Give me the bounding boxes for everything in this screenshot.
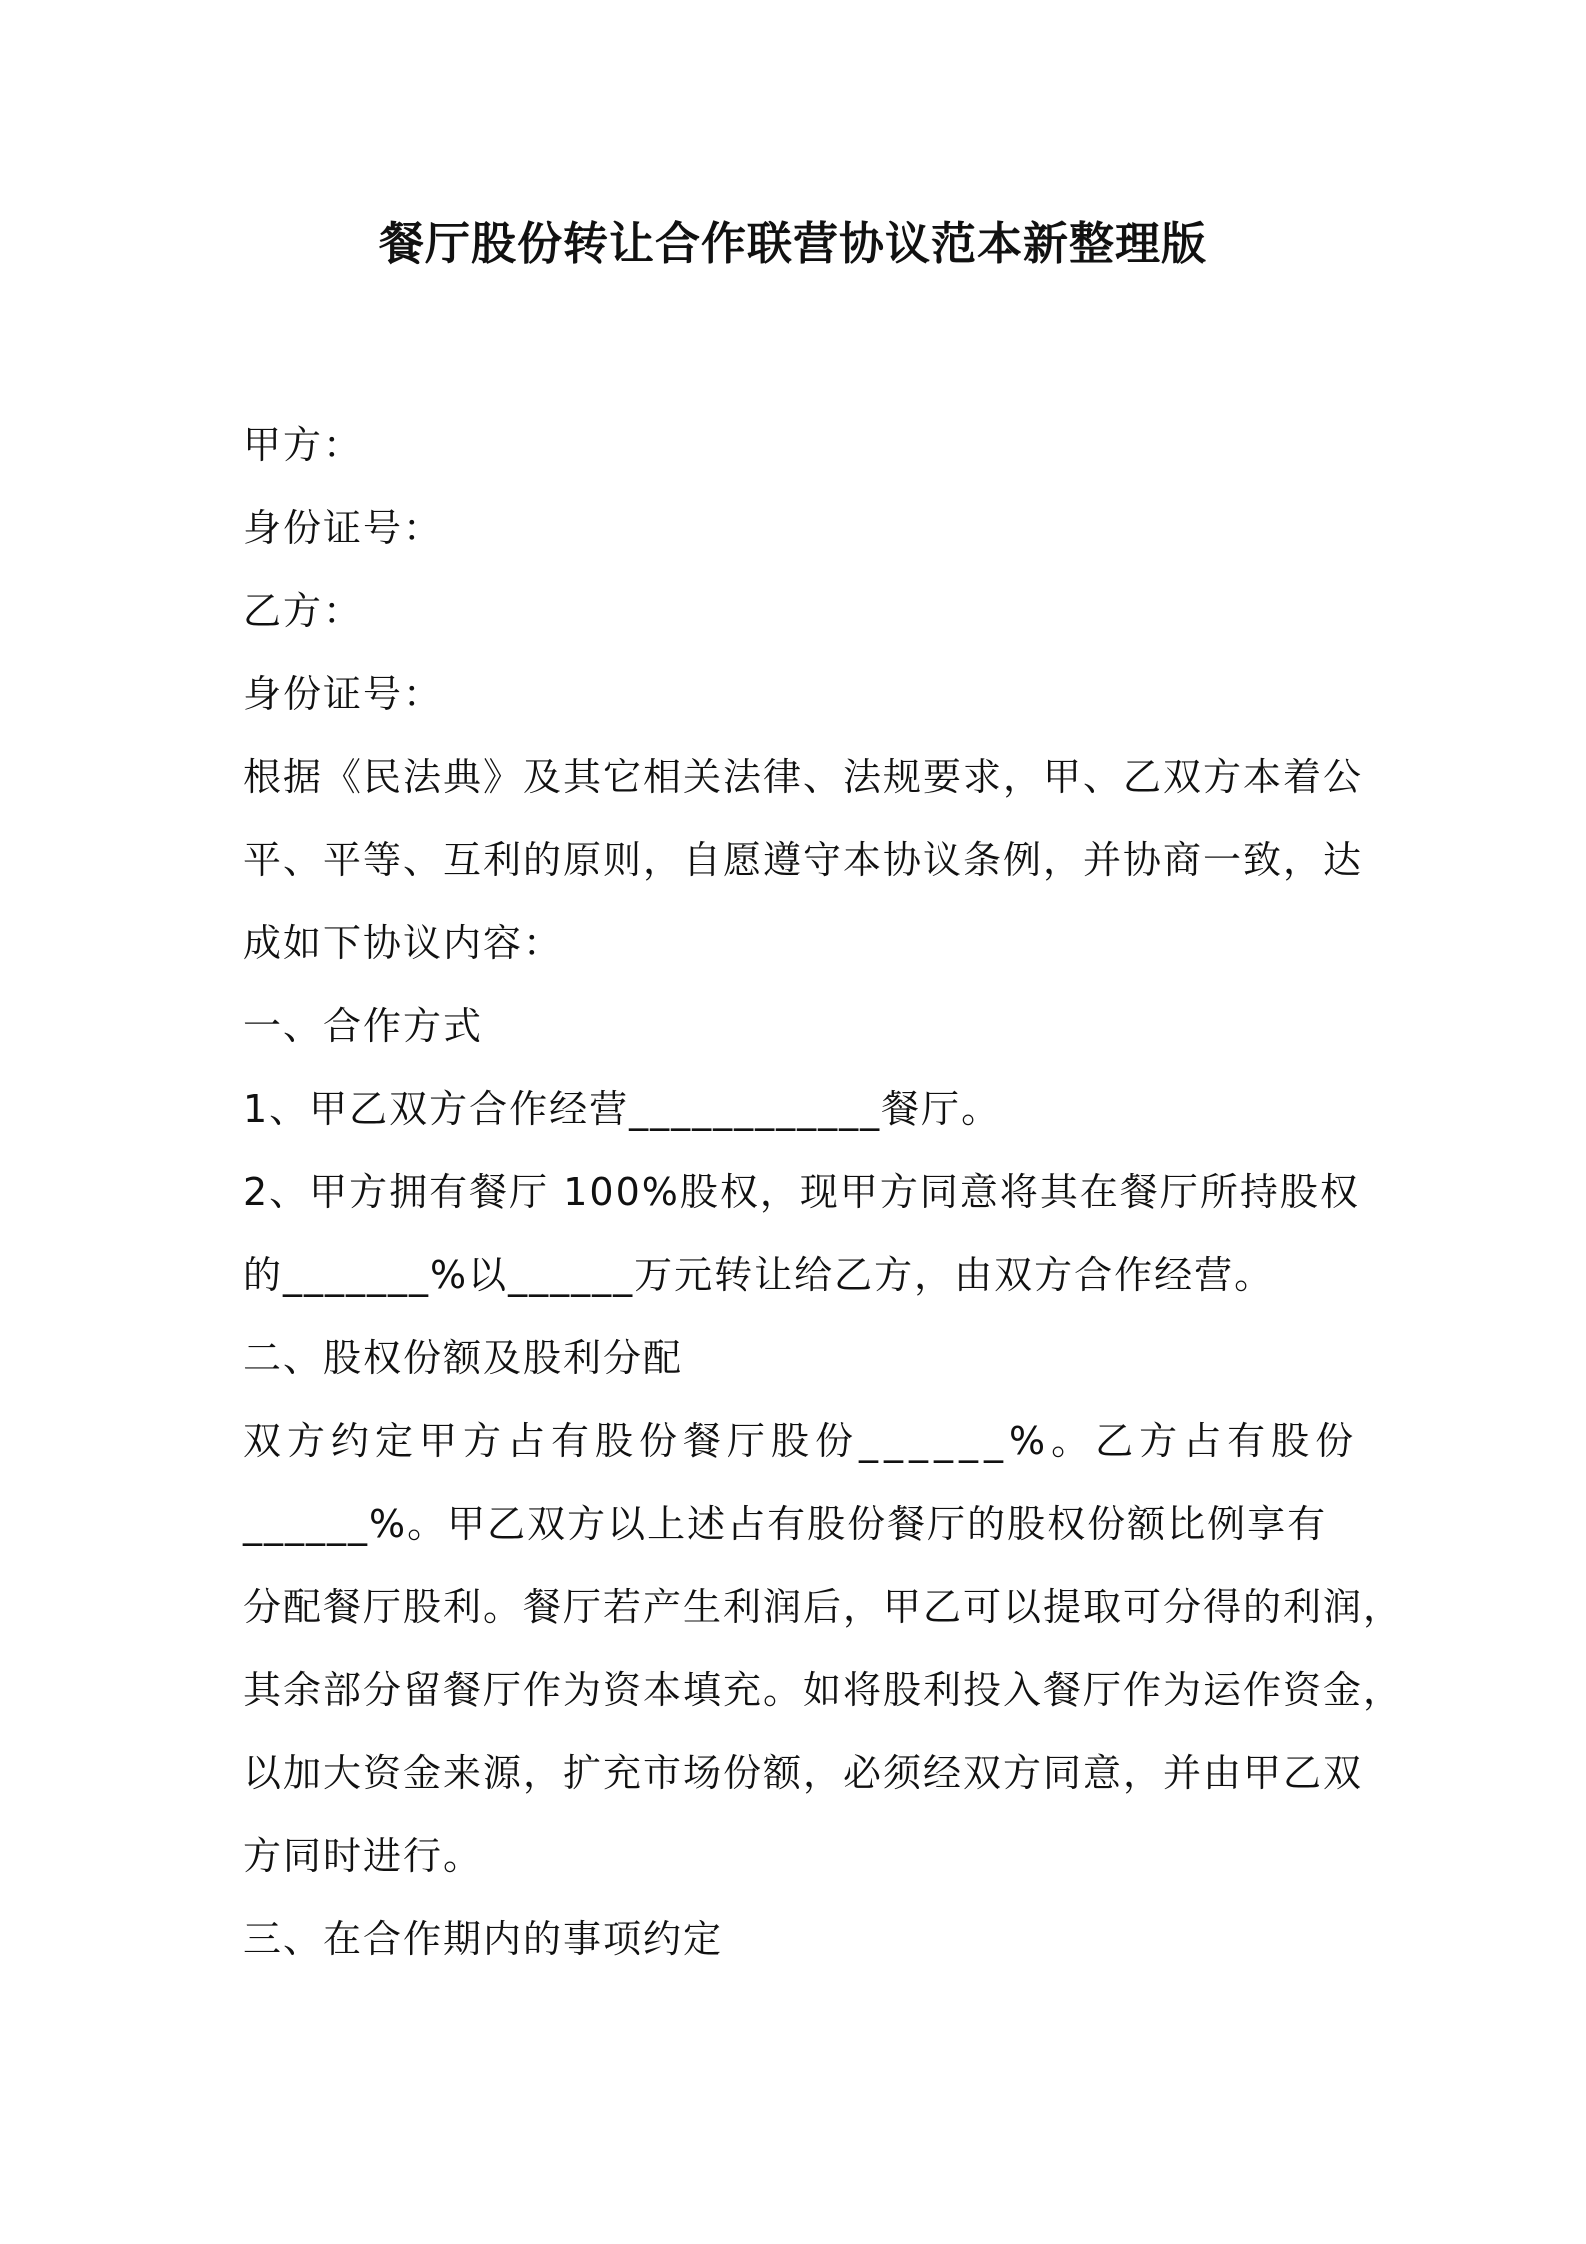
party-a-id-label: 身份证号： xyxy=(243,506,444,550)
party-b-id-label: 身份证号： xyxy=(243,672,444,716)
clause-2-line-1: 双方约定甲方占有股份餐厅股份______%。乙方占有股份 xyxy=(243,1419,1360,1463)
section-heading-2: 二、股权份额及股利分配 xyxy=(243,1336,684,1380)
section-heading-1: 一、合作方式 xyxy=(243,1004,484,1048)
preamble-line-1: 根据《民法典》及其它相关法律、法规要求，甲、乙双方本着公 xyxy=(243,755,1364,799)
preamble-line-3: 成如下协议内容： xyxy=(243,921,564,965)
document-title: 餐厅股份转让合作联营协议范本新整理版 xyxy=(378,217,1207,270)
clause-2-line-4: 其余部分留餐厅作为资本填充。如将股利投入餐厅作为运作资金， xyxy=(243,1668,1404,1712)
clause-1-2-line-2: 的_______%以______万元转让给乙方，由双方合作经营。 xyxy=(243,1253,1275,1297)
preamble-line-2: 平、平等、互利的原则，自愿遵守本协议条例，并协商一致，达 xyxy=(243,838,1364,882)
party-a-label: 甲方： xyxy=(243,423,364,467)
document-body xyxy=(243,404,1404,1981)
section-heading-3: 三、在合作期内的事项约定 xyxy=(243,1917,724,1961)
clause-1-2-line-1: 2、甲方拥有餐厅 100%股权，现甲方同意将其在餐厅所持股权 xyxy=(243,1170,1360,1214)
clause-2-line-5: 以加大资金来源，扩充市场份额，必须经双方同意，并由甲乙双 xyxy=(243,1751,1364,1795)
clause-2-line-2: ______%。甲乙双方以上述占有股份餐厅的股权份额比例享有 xyxy=(243,1502,1328,1546)
clause-1-1: 1、甲乙双方合作经营____________餐厅。 xyxy=(243,1087,1002,1131)
clause-2-line-6: 方同时进行。 xyxy=(243,1834,484,1878)
clause-2-line-3: 分配餐厅股利。餐厅若产生利润后，甲乙可以提取可分得的利润， xyxy=(243,1585,1404,1629)
party-b-label: 乙方： xyxy=(243,589,364,633)
